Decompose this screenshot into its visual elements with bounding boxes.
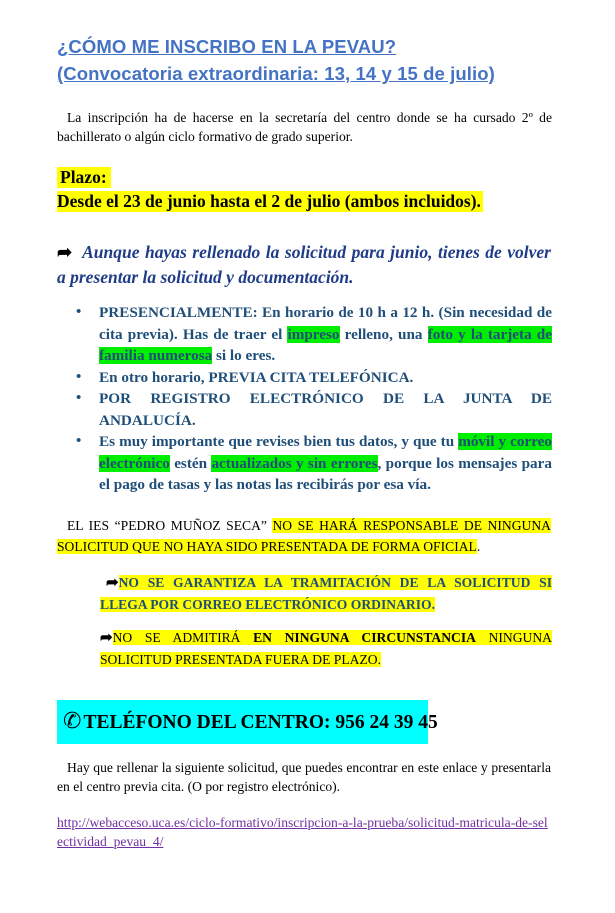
warning-email — [100, 572, 552, 615]
highlight-impreso: impreso — [287, 325, 340, 343]
intro-paragraph: La inscripción ha de hacerse en la secretaría del centro donde se ha cursado 2º de bachillerato o algún ciclo formativo de grado superior. — [57, 110, 552, 144]
responsibility-paragraph: EL IES “PEDRO MUÑOZ SECA” NO SE HARÁ RESPONSABLE DE NINGUNA SOLICITUD QUE NO HAYA SIDO PRESENTADA DE FORMA OFICIAL. — [57, 518, 551, 554]
page-title: ¿CÓMO ME INSCRIBO EN LA PEVAU? — [57, 36, 397, 57]
list-item: • PRESENCIALMENTE: En horario de 10 h a 12 h. (Sin necesidad de cita previa). Has de traer el impreso relleno, una foto y la tarjeta de familia numerosa si lo eres. — [60, 302, 552, 367]
warning-email-text: NO SE GARANTIZA LA TRAMITACIÓN DE LA SOLICITUD SI LLEGA POR CORREO ELECTRÓNICO ORDINARIO. — [100, 575, 552, 612]
warning-deadline: ➦NO SE ADMITIRÁ EN NINGUNA CIRCUNSTANCIA NINGUNA SOLICITUD PRESENTADA FUERA DE PLAZO. — [100, 630, 553, 667]
highlight-updated: actualizados y sin errores — [211, 454, 378, 472]
highlight-photo-card: foto y la tarjeta de familia numerosa — [99, 325, 552, 364]
resubmit-note — [57, 240, 551, 290]
list-item: • Es muy importante que revises bien tus datos, y que tu móvil y correo electrónico estén actualizados y sin errores, porque los mensajes para el pago de tasas y las notas las recibirás por esa vía. — [60, 431, 552, 496]
list-item: • En otro horario, PREVIA CITA TELEFÓNICA. — [60, 367, 552, 389]
arrow-icon: ➦ — [106, 575, 119, 591]
page-subtitle: (Convocatoria extraordinaria: 13, 14 y 15 de julio) — [57, 63, 495, 84]
arrow-icon: ➦ — [57, 242, 73, 262]
deadline-heading: Plazo: — [57, 167, 111, 188]
arrow-icon: ➦ — [100, 630, 113, 646]
deadline-text: Desde el 23 de junio hasta el 2 de julio (ambos incluidos). — [57, 191, 481, 211]
phone-text: TELÉFONO DEL CENTRO: 956 24 39 45 — [83, 712, 438, 733]
responsibility-highlight: NO SE HARÁ RESPONSABLE DE NINGUNA SOLICITUD QUE NO HAYA SIDO PRESENTADA DE FORMA OFICIAL — [57, 518, 551, 554]
instructions-paragraph: Hay que rellenar la siguiente solicitud, que puedes encontrar en este enlace y presentarla en el centro previa cita. (O por registro electrónico). — [57, 760, 551, 794]
form-link[interactable]: http://webacceso.uca.es/ciclo-formativo/inscripcion-a-la-prueba/solicitud-matricula-de-selectividad_pevau_4/ — [57, 815, 548, 849]
phone-banner — [57, 700, 438, 744]
phone-icon: ✆ — [63, 709, 82, 734]
submission-methods-list — [60, 302, 552, 496]
highlight-contact: móvil y correo electrónico — [99, 433, 552, 472]
note-text: Aunque hayas rellenado la solicitud para junio, tienes de volver a presentar la solicitud y documentación. — [57, 242, 551, 287]
list-item: • POR REGISTRO ELECTRÓNICO DE LA JUNTA DE ANDALUCÍA. — [60, 388, 552, 431]
